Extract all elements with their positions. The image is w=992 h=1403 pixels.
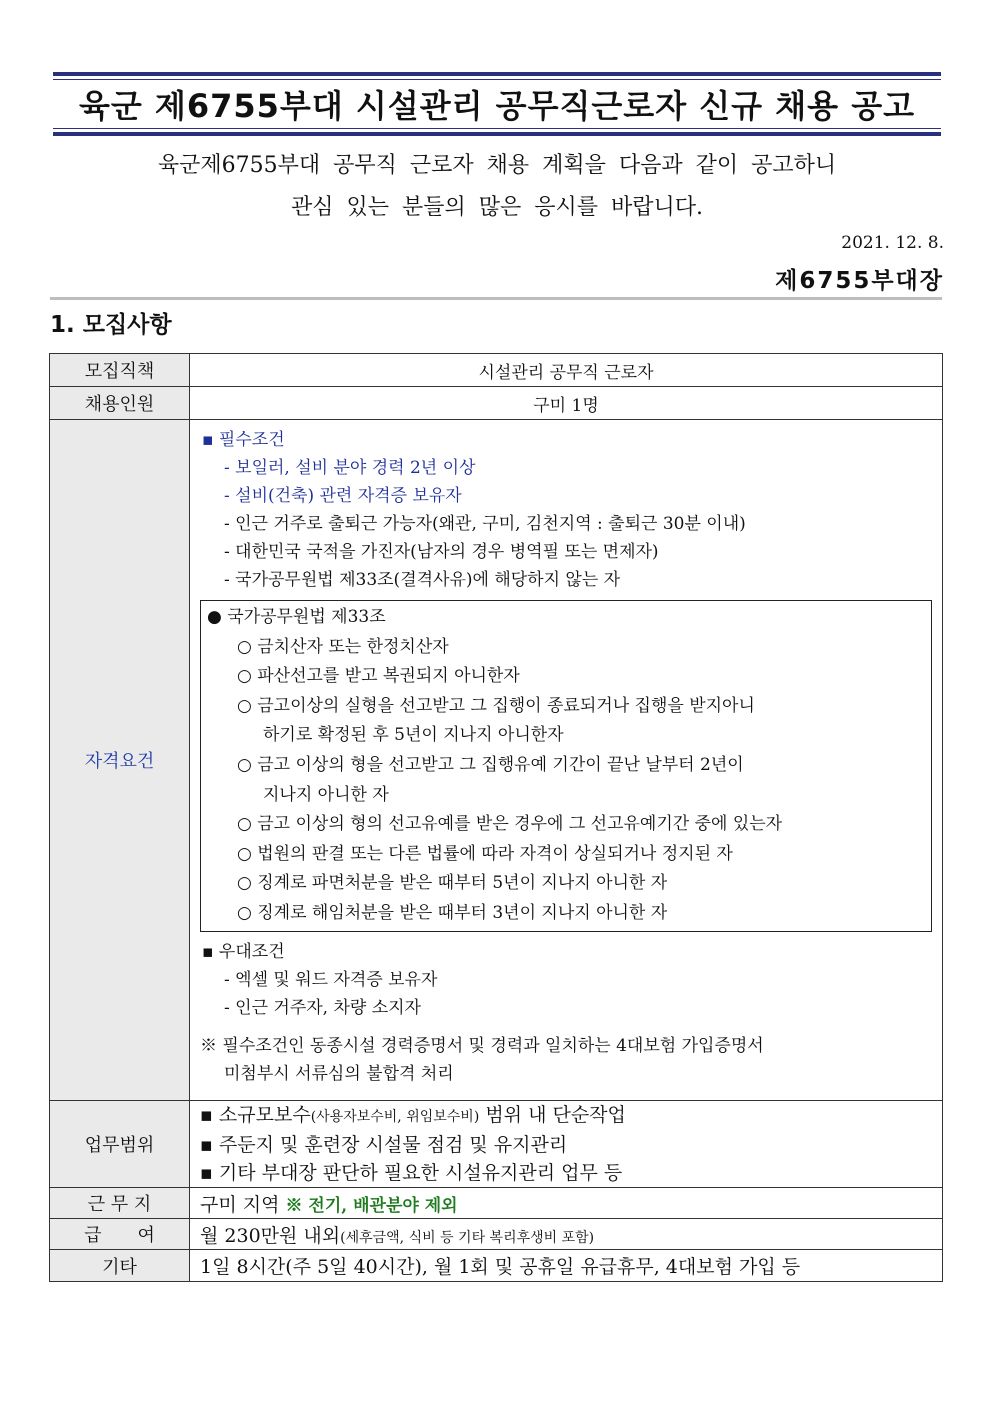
value-salary <box>190 1219 943 1250</box>
preferred-item: - 엑셀 및 워드 자격증 보유자 <box>224 969 438 990</box>
value-qualifications <box>190 420 943 1101</box>
page-title: 육군 제6755부대 시설관리 공무직근로자 신규 채용 공고 <box>78 87 916 125</box>
salary-value: 월 230만원 내외 <box>200 1224 341 1247</box>
other-value: 1일 8시간(주 5일 40시간), 월 1회 및 공휴일 유급휴무, 4대보험 가입 등 <box>200 1256 801 1278</box>
required-item: - 국가공무원법 제33조(결격사유)에 해당하지 않는 자 <box>224 570 621 590</box>
location-value: 구미 지역 <box>200 1193 286 1216</box>
label-other: 기타 <box>50 1250 190 1282</box>
label-salary: 급 여 <box>50 1219 190 1250</box>
label-qualifications: 자격요건 <box>50 420 190 1101</box>
required-item: - 보일러, 설비 분야 경력 2년 이상 <box>224 458 476 478</box>
required-item: - 인근 거주로 출퇴근 가능자(왜관, 구미, 김천지역 : 출퇴근 30분 이내) <box>224 514 746 534</box>
value-location <box>190 1188 943 1219</box>
table-row-headcount <box>50 387 943 420</box>
value-job: 시설관리 공무직 근로자 <box>190 354 943 387</box>
law-item-continued: 지나지 아니한 자 <box>263 784 389 805</box>
law-box-title: ● 국가공무원법 제33조 <box>207 607 386 627</box>
value-duties <box>190 1101 943 1188</box>
law-item: ○ 금고 이상의 형의 선고유예를 받은 경우에 그 선고유예기간 중에 있는자 <box>237 814 783 835</box>
law-box <box>200 600 932 932</box>
section-divider <box>50 297 942 300</box>
intro-line-2: 관심 있는 분들의 많은 응시를 바랍니다. <box>291 195 703 220</box>
label-duties: 업무범위 <box>50 1101 190 1188</box>
note-line-2: 미첨부시 서류심의 불합격 처리 <box>224 1063 454 1084</box>
duty-item-suffix: 범위 내 단순작업 <box>479 1104 626 1126</box>
law-item: ○ 파산선고를 받고 복권되지 아니한자 <box>237 666 520 687</box>
table-row-job <box>50 354 943 387</box>
title-banner <box>53 72 941 136</box>
law-item: ○ 징계로 해임처분을 받은 때부터 3년이 지나지 아니한 자 <box>237 902 668 923</box>
required-title: ▪ 필수조건 <box>202 430 285 450</box>
value-other <box>190 1250 943 1282</box>
label-location: 근 무 지 <box>50 1188 190 1219</box>
label-headcount: 채용인원 <box>50 387 190 420</box>
table-row-other <box>50 1250 943 1282</box>
law-item: ○ 징계로 파면처분을 받은 때부터 5년이 지나지 아니한 자 <box>237 873 668 894</box>
law-item: ○ 금치산자 또는 한정치산자 <box>237 636 449 657</box>
table-row-duties <box>50 1101 943 1188</box>
law-item-continued: 하기로 확정된 후 5년이 지나지 아니한자 <box>263 725 564 746</box>
note-line-1: ※ 필수조건인 동종시설 경력증명서 및 경력과 일치하는 4대보험 가입증명서 <box>200 1035 764 1056</box>
issuer: 제6755부대장 <box>775 268 944 294</box>
location-note-mark: ※ 전기 <box>285 1195 342 1216</box>
duty-item <box>200 1101 942 1131</box>
section-title: 1. 모집사항 <box>50 312 172 338</box>
duty-item-detail: (사용자보수비, 위임보수비) <box>310 1109 480 1125</box>
law-item: ○ 금고이상의 실형을 선고받고 그 집행이 종료되거나 집행을 받지아니 <box>237 695 755 716</box>
recruitment-table <box>49 353 943 1282</box>
table-row-location <box>50 1188 943 1219</box>
posting-date: 2021. 12. 8. <box>841 233 944 253</box>
intro-line-1: 육군제6755부대 공무직 근로자 채용 계획을 다음과 같이 공고하니 <box>157 153 837 178</box>
preferred-title: ▪ 우대조건 <box>202 941 285 962</box>
law-item: ○ 금고 이상의 형을 선고받고 그 집행유예 기간이 끝난 날부터 2년이 <box>237 754 744 775</box>
law-item: ○ 법원의 판결 또는 다른 법률에 따라 자격이 상실되거나 정지된 자 <box>237 843 733 864</box>
table-row-salary <box>50 1219 943 1250</box>
value-headcount: 구미 1명 <box>190 387 943 420</box>
table-row-qualifications <box>50 420 943 1101</box>
duty-item-prefix: ▪ 소규모보수 <box>200 1104 311 1126</box>
label-job: 모집직책 <box>50 354 190 387</box>
required-item: - 대한민국 국적을 가진자(남자의 경우 병역필 또는 면제자) <box>224 542 659 562</box>
duty-item: ▪ 주둔지 및 훈련장 시설물 점검 및 유지관리 <box>200 1134 568 1156</box>
salary-note: (세후금액, 식비 등 기타 복리후생비 포함) <box>340 1229 595 1246</box>
required-item: - 설비(건축) 관련 자격증 보유자 <box>224 486 462 506</box>
preferred-item: - 인근 거주자, 차량 소지자 <box>224 997 421 1018</box>
duty-item: ▪ 기타 부대장 판단하 필요한 시설유지관리 업무 등 <box>200 1162 623 1184</box>
location-note: , 배관분야 제외 <box>341 1195 458 1216</box>
